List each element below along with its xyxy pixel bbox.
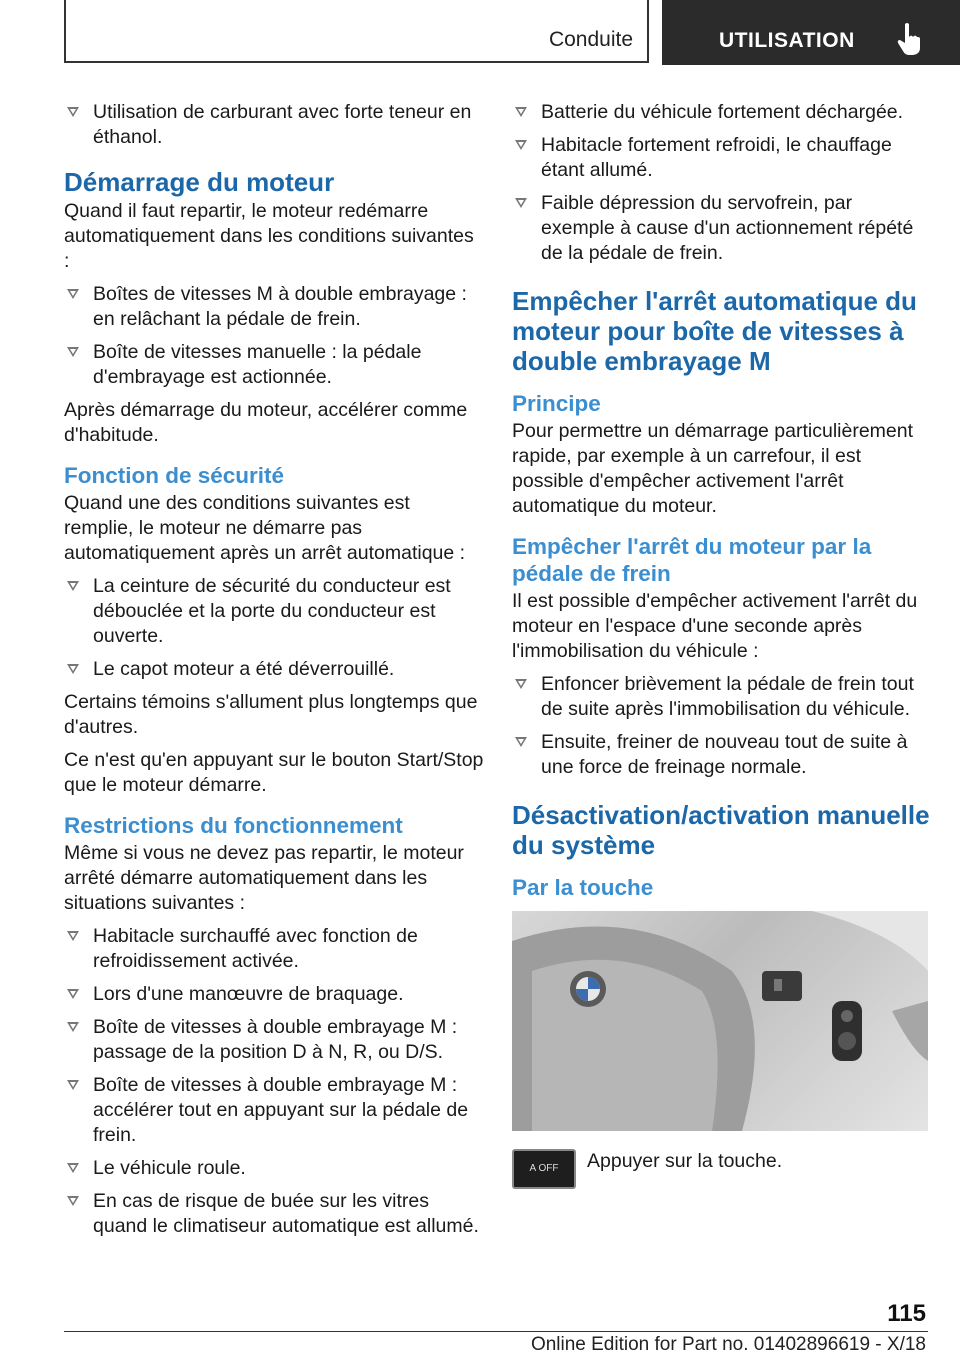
- heading-pedale: Empêcher l'arrêt du moteur par la pédale de frein: [512, 534, 872, 586]
- list-item: Enfoncer brièvement la pédale de frein tout de suite après l'immobilisation du véhicule.: [512, 672, 930, 722]
- paragraph: Même si vous ne devez pas repartir, le moteur arrêté démarre automatiquement dans les situations suivantes :: [64, 842, 464, 914]
- heading-empecher: Empêcher l'arrêt automatique du moteur pour boîte de vitesses à double embrayage M: [512, 286, 917, 376]
- triangle-bullet-icon: [67, 1022, 79, 1032]
- list-item: Faible dépression du servofrein, par exemple à cause d'un actionnement répété de la pédale de frein.: [512, 191, 930, 266]
- paragraph: Après démarrage du moteur, accélérer comme d'habitude.: [64, 399, 468, 446]
- header-left-box: [64, 0, 649, 63]
- list-item: Lors d'une manœuvre de braquage.: [64, 982, 484, 1007]
- list-item: Boîte de vitesses manuelle : la pédale d'embrayage est actionnée.: [64, 340, 484, 390]
- list-item: Habitacle fortement refroidi, le chauffage étant allumé.: [512, 133, 930, 183]
- list-item: Boîte de vitesses à double embrayage M : accélérer tout en appuyant sur la pédale de frein.: [64, 1073, 484, 1148]
- heading-restrictions: Restrictions du fonctionnement: [64, 813, 403, 838]
- triangle-bullet-icon: [67, 107, 79, 117]
- hand-pointer-icon: [894, 22, 924, 56]
- list-item: Ensuite, freiner de nouveau tout de suite à une force de freinage normale.: [512, 730, 930, 780]
- triangle-bullet-icon: [67, 989, 79, 999]
- paragraph: Appuyer sur la touche.: [587, 1150, 783, 1172]
- list-item: Habitacle surchauffé avec fonction de refroidissement activée.: [64, 924, 484, 974]
- triangle-bullet-icon: [515, 198, 527, 208]
- chapter-title: UTILISATION: [719, 29, 855, 52]
- paragraph: Pour permettre un démarrage particulièrement rapide, par exemple à un carrefour, il est possible d'empêcher activement l'arrêt automatique du moteur.: [512, 420, 914, 517]
- heading-securite: Fonction de sécurité: [64, 463, 285, 488]
- heading-demarrage: Démarrage du moteur: [64, 167, 335, 197]
- list-item: Le capot moteur a été déverrouillé.: [64, 657, 484, 682]
- list-item: Le véhicule roule.: [64, 1156, 484, 1181]
- triangle-bullet-icon: [515, 679, 527, 689]
- triangle-bullet-icon: [67, 1196, 79, 1206]
- heading-touche: Par la touche: [512, 875, 654, 900]
- triangle-bullet-icon: [67, 664, 79, 674]
- steering-wheel-photo: [512, 911, 928, 1131]
- steering-wheel-illustration: [512, 911, 928, 1131]
- button-instruction: [512, 1149, 930, 1193]
- paragraph: Quand il faut repartir, le moteur redémarre automatiquement dans les conditions suivantes :: [64, 200, 474, 272]
- heading-desactivation: Désactivation/activation manuelle du système: [512, 800, 930, 860]
- paragraph: Il est possible d'empêcher activement l'arrêt du moteur en l'espace d'une seconde après l'immobilisation du véhicule :: [512, 590, 918, 662]
- triangle-bullet-icon: [67, 931, 79, 941]
- triangle-bullet-icon: [515, 737, 527, 747]
- paragraph: Certains témoins s'allument plus longtemps que d'autres.: [64, 691, 478, 738]
- paragraph: Quand une des conditions suivantes est remplie, le moteur ne démarre pas automatiquement après un arrêt automatique :: [64, 492, 466, 564]
- footer-divider: [64, 1331, 928, 1332]
- list-item: La ceinture de sécurité du conducteur est débouclée et la porte du conducteur est ouverte.: [64, 574, 484, 649]
- paragraph: Ce n'est qu'en appuyant sur le bouton Start/Stop que le moteur démarre.: [64, 749, 484, 796]
- list-item: Batterie du véhicule fortement déchargée.: [512, 100, 930, 125]
- triangle-bullet-icon: [67, 347, 79, 357]
- triangle-bullet-icon: [515, 140, 527, 150]
- list-item: En cas de risque de buée sur les vitres quand le climatiseur automatique est allumé.: [64, 1189, 484, 1239]
- right-column: [512, 100, 930, 1193]
- left-column: [64, 100, 484, 1247]
- chapter-tab: [662, 0, 960, 65]
- list-item: Boîte de vitesses à double embrayage M : passage de la position D à N, R, ou D/S.: [64, 1015, 484, 1065]
- auto-start-stop-off-icon: A OFF: [512, 1149, 576, 1189]
- triangle-bullet-icon: [515, 107, 527, 117]
- page-number: 115: [887, 1300, 926, 1327]
- footer-edition: Online Edition for Part no. 01402896619 - X/18: [530, 1334, 926, 1355]
- heading-principe: Principe: [512, 391, 601, 416]
- triangle-bullet-icon: [67, 1080, 79, 1090]
- triangle-bullet-icon: [67, 581, 79, 591]
- triangle-bullet-icon: [67, 1163, 79, 1173]
- list-item: Boîtes de vitesses M à double embrayage : en relâchant la pédale de frein.: [64, 282, 484, 332]
- triangle-bullet-icon: [67, 289, 79, 299]
- section-title: Conduite: [548, 28, 633, 51]
- list-item: Utilisation de carburant avec forte teneur en éthanol.: [64, 100, 484, 150]
